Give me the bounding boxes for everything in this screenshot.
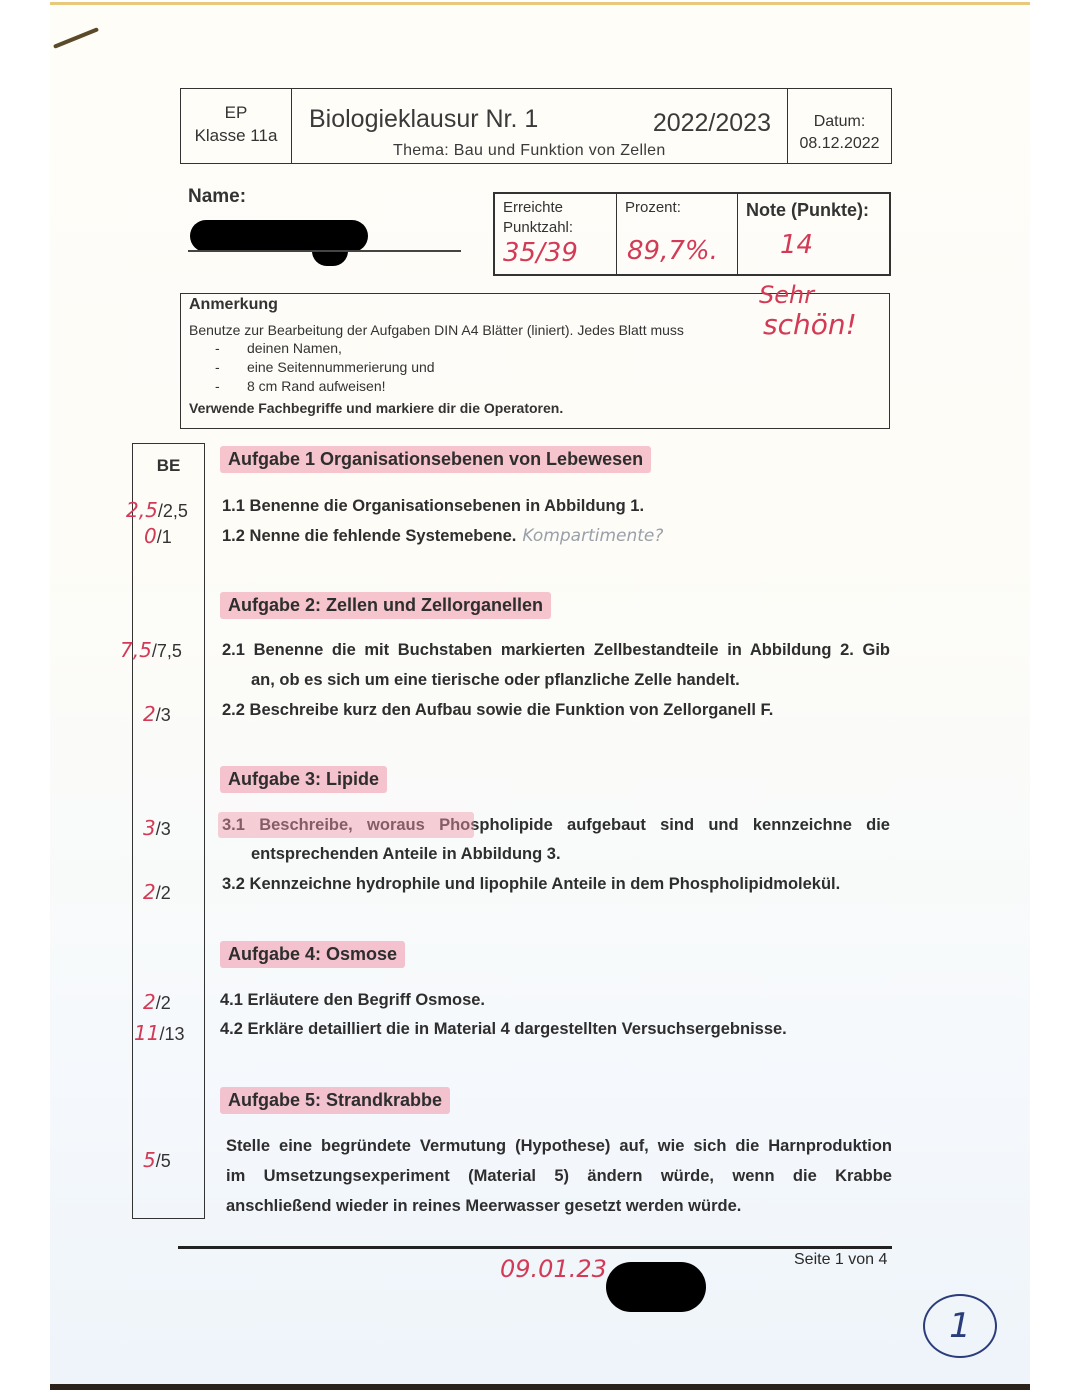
dash: - [215,359,220,375]
earned-points: 5 [143,1148,156,1172]
task-5-line1: Stelle eine begründete Vermutung (Hypothese) auf, wie sich die Harnproduktion [226,1137,892,1155]
subtask-text: Benenne die Organisationsebenen in Abbildung 1. [249,497,645,515]
grade-label: Note (Punkte): [746,200,869,220]
instructions-footer: Verwende Fachbegriffe und markiere dir die Operatoren. [189,400,564,416]
page-number: Seite 1 von 4 [794,1251,888,1268]
subtask-number: 4.1 [220,991,243,1009]
instructions-title: Anmerkung [189,296,278,313]
points-label-line1: Erreichte [503,199,564,216]
task-1-1 [222,497,644,516]
max-points: /1 [156,527,172,547]
percent-label: Prozent: [625,199,681,216]
subtask-text: Nenne die fehlende Systemebene. [249,527,517,545]
max-points: /2 [155,883,171,903]
comment-line1: Sehr [759,281,815,309]
earned-points: 11 [134,1021,160,1045]
task-5-line3: anschließend wieder in reines Meerwasser gesetzt werden würde. [226,1197,742,1215]
grade-cell [738,194,889,274]
score-table [493,192,891,276]
be-score-1-1 [126,498,188,522]
class-cell [181,89,292,163]
points-label-line2: Punktzahl: [503,219,574,236]
dash: - [215,340,220,356]
be-score-2-1 [120,638,182,662]
exam-title: Biologieklausur Nr. 1 [309,105,539,133]
list-item-text: deinen Namen, [247,340,342,356]
task-1-heading: Aufgabe 1 Organisationsebenen von Lebewesen [220,446,651,473]
class-label: Klasse 11a [194,126,278,145]
be-header: BE [156,456,181,475]
percent-value: 89,7%. [627,236,718,266]
date-value: 08.12.2022 [799,135,880,152]
teacher-comment [745,280,857,340]
earned-points: 7,5 [120,638,152,662]
exam-topic: Thema: Bau und Funktion von Zellen [393,142,666,159]
list-item-text: eine Seitennummerierung und [247,359,435,375]
subtask-text: Kennzeichne hydrophile und lipophile Anteile in dem Phospholipidmolekül. [249,875,841,893]
name-label: Name: [188,186,247,207]
be-score-5 [143,1148,171,1172]
signature-redaction [606,1262,706,1312]
date-label: Datum: [813,113,866,130]
instructions-text: Benutze zur Bearbeitung der Aufgaben DIN A4 Blätter (liniert). Jedes Blatt muss [189,322,684,338]
subtask-number: 3.2 [222,875,245,893]
task-2-1 [222,641,890,660]
subtask-text: Benenne die mit Buchstaben markierten Zellbestandteile in Abbildung 2. Gib [253,641,890,659]
instructions-list [189,340,881,397]
task-5-heading: Aufgabe 5: Strandkrabbe [220,1087,450,1114]
subtask-text: Beschreibe, woraus Phospholipide aufgebaut sind und kennzeichne die [259,816,890,834]
earned-points: 2,5 [126,498,158,522]
task-2-2 [222,701,773,720]
task-2-1-cont: an, ob es sich um eine tierische oder pflanzliche Zelle handelt. [251,671,740,689]
task-4-heading: Aufgabe 4: Osmose [220,941,405,968]
name-line [188,250,461,252]
be-score-4-1 [143,990,171,1014]
exam-header [180,88,892,164]
list-item-text: 8 cm Rand aufweisen! [247,378,386,394]
be-score-2-2 [143,702,171,726]
task-4-1 [220,991,485,1010]
grade-value: 14 [780,230,814,260]
task-1-2 [222,526,663,546]
subtask-number: 2.1 [222,641,245,659]
subtask-number: 4.2 [220,1020,243,1038]
max-points: /3 [155,819,171,839]
list-item [189,378,881,397]
comment-line2: schön! [763,308,857,341]
max-points: /13 [159,1024,185,1044]
title-cell [292,89,788,163]
percent-cell [617,194,738,274]
subtask-number: 3.1 [222,816,245,834]
max-points: /5 [155,1151,171,1171]
date-cell [788,89,891,163]
task-4-2 [220,1020,787,1039]
earned-points: 2 [143,702,156,726]
task-5-line2: im Umsetzungsexperiment (Material 5) ändern würde, wenn die Krabbe [226,1167,892,1185]
earned-points: 2 [143,880,156,904]
max-points: /7,5 [151,641,182,661]
subtask-number: 1.1 [222,497,245,515]
sheet-number-circle: 1 [923,1294,997,1358]
dash: - [215,378,220,394]
be-score-3-2 [143,880,171,904]
points-cell [495,194,617,274]
be-score-3-1 [143,816,171,840]
highlighter-mark [218,812,474,838]
earned-points: 3 [143,816,156,840]
pencil-note: Kompartimente? [522,526,664,546]
level-label: EP [224,103,248,122]
max-points: /3 [155,705,171,725]
subtask-number: 1.2 [222,527,245,545]
earned-points: 2 [143,990,156,1014]
task-2-heading: Aufgabe 2: Zellen und Zellorganellen [220,592,551,619]
school-year: 2022/2023 [652,109,771,137]
earned-points: 0 [144,524,157,548]
points-label [503,198,573,238]
max-points: /2 [155,993,171,1013]
subtask-number: 2.2 [222,701,245,719]
subtask-text: Erkläre detailliert die in Material 4 dargestellten Versuchsergebnisse. [247,1020,787,1038]
be-score-1-2 [144,524,172,548]
max-points: /2,5 [157,501,188,521]
footer-divider [178,1246,892,1249]
task-3-heading: Aufgabe 3: Lipide [220,766,387,793]
list-item [189,359,881,378]
return-date: 09.01.23 [500,1255,607,1283]
be-score-4-2 [134,1021,184,1045]
task-3-1-cont: entsprechenden Anteile in Abbildung 3. [251,845,561,863]
points-value: 35/39 [503,238,578,268]
list-item [189,340,881,359]
subtask-text: Erläutere den Begriff Osmose. [247,991,486,1009]
task-3-2 [222,875,840,894]
subtask-text: Beschreibe kurz den Aufbau sowie die Funktion von Zellorganell F. [249,701,774,719]
